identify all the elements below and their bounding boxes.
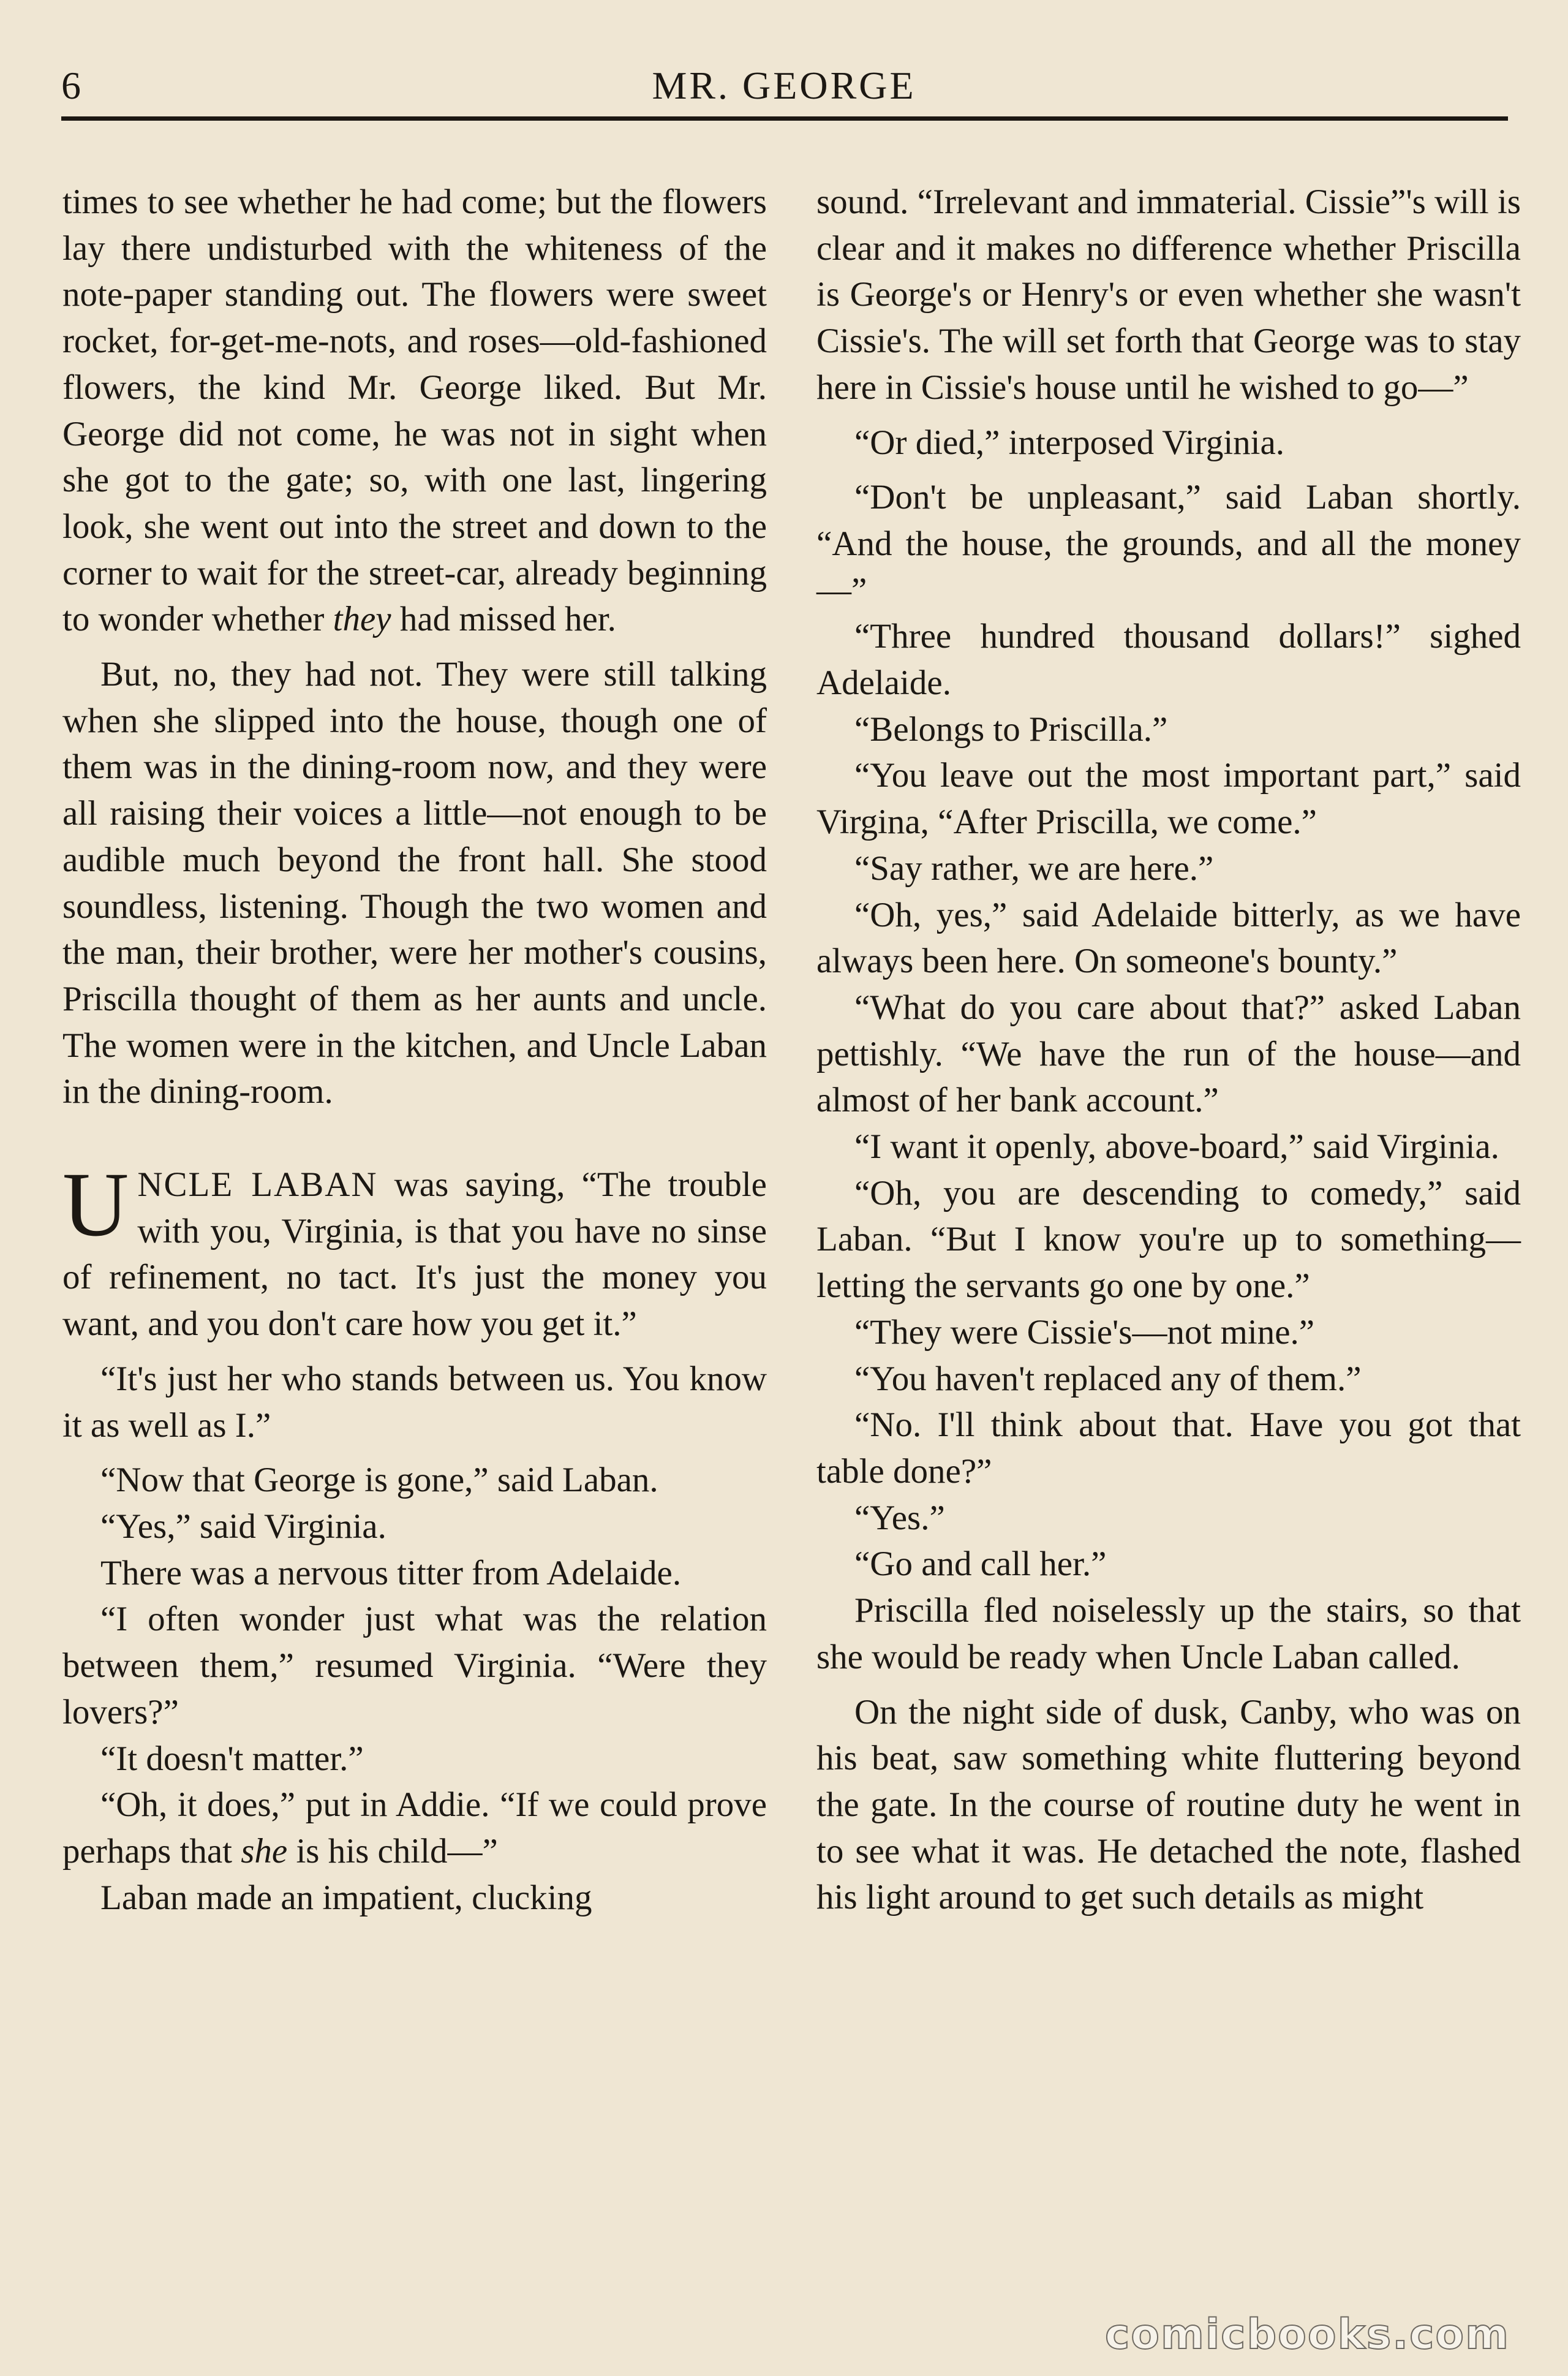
paragraph: “Oh, yes,” said Adelaide bitterly, as we have always been here. On someone's bounty.”: [816, 895, 1521, 981]
paragraph: “It doesn't matter.”: [100, 1739, 364, 1778]
paragraph: But, no, they had not. They were still talking when she slipped into the house, though one of them was in the dining-room now, and they were all raising their voices a little—not enough to be audible much beyond the front hall. She stood soundless, listening. Though the two women and the man, their brother, were her mother's cousins, Priscilla thought of them as her aunts and uncle. The women were in the kitchen, and Uncle Laban in the dining-room.: [62, 655, 767, 1111]
left-column: [62, 179, 767, 1921]
paragraph: Priscilla fled noiselessly up the stairs, so that she would be ready when Uncle Laban called.: [816, 1591, 1521, 1676]
paragraph: On the night side of dusk, Canby, who was on his beat, saw something white fluttering beyond the gate. In the course of routine duty he went in to see what it was. He detached the note, flashed his light around to get such details as might: [816, 1692, 1521, 1917]
paragraph: “I want it openly, above-board,” said Virginia.: [854, 1127, 1499, 1167]
paragraph: Laban made an impatient, clucking: [100, 1878, 592, 1917]
paragraph: “Don't be unpleasant,” said Laban shortly. “And the house, the grounds, and all the money—”: [816, 478, 1521, 610]
paragraph: “Or died,” interposed Virginia.: [854, 423, 1285, 462]
paragraph: “Now that George is gone,” said Laban.: [100, 1461, 658, 1500]
small-caps-lead: NCLE LABAN: [137, 1165, 378, 1205]
paragraph: “You leave out the most important part,” said Virgina, “After Priscilla, we come.”: [816, 756, 1521, 842]
paragraph: “Go and call her.”: [854, 1545, 1107, 1584]
paragraph: “I often wonder just what was the relation between them,” resumed Virginia. “Were they lovers?”: [62, 1600, 767, 1731]
paragraph: “They were Cissie's—not mine.”: [854, 1312, 1315, 1352]
header-rule: [61, 116, 1508, 121]
drop-cap: U: [62, 1154, 129, 1256]
paragraph: There was a nervous titter from Adelaide.: [100, 1553, 682, 1592]
page-number: 6: [61, 64, 81, 107]
paragraph: “Yes.”: [854, 1498, 945, 1537]
paragraph: “What do you care about that?” asked Laban pettishly. “We have the run of the house—and almost of her bank account.”: [816, 988, 1521, 1120]
paragraph: “It's just her who stands between us. You know it as well as I.”: [62, 1359, 767, 1445]
running-title: MR. GEORGE: [652, 64, 916, 107]
section-opening-paragraph: UNCLE LABAN was saying, “The trouble with you, Virginia, is that you have no sinse of refinement, no tact. It's just the money you want, and you don't care how you get it.”: [62, 1154, 767, 1344]
paragraph: “Say rather, we are here.”: [854, 849, 1214, 888]
paragraph: “You haven't replaced any of them.”: [854, 1359, 1362, 1398]
watermark: comicbooks.com: [1104, 2310, 1510, 2359]
paragraph: “No. I'll think about that. Have you got that table done?”: [816, 1406, 1521, 1491]
paragraph: “Oh, it does,” put in Addie. “If we could prove perhaps that she is his child—”: [62, 1785, 767, 1871]
paragraph: sound. “Irrelevant and immaterial. Cissie”'s will is clear and it makes no difference whether Priscilla is George's or Henry's or even whether she wasn't Cissie's. The will set forth that George was to stay here in Cissie's house until he wished to go—”: [816, 183, 1521, 407]
paragraph: times to see whether he had come; but the flowers lay there undisturbed with the whiteness of the note-paper standing out. The flowers were sweet rocket, for-get-me-nots, and roses—old-fashioned flowers, the kind Mr. George liked. But Mr. George did not come, he was not in sight when she got to the gate; so, with one last, lingering look, she went out into the street and down to the corner to wait for the street-car, already beginning to wonder whether they had missed her.: [62, 183, 767, 639]
paragraph: “Three hundred thousand dollars!” sighed Adelaide.: [816, 617, 1521, 703]
paragraph: “Belongs to Priscilla.”: [854, 709, 1168, 749]
right-column: [816, 179, 1521, 1921]
paragraph: “Yes,” said Virginia.: [100, 1507, 386, 1546]
paragraph: “Oh, you are descending to comedy,” said Laban. “But I know you're up to something—letting the servants go one by one.”: [816, 1173, 1521, 1306]
page-header: [61, 58, 1507, 113]
